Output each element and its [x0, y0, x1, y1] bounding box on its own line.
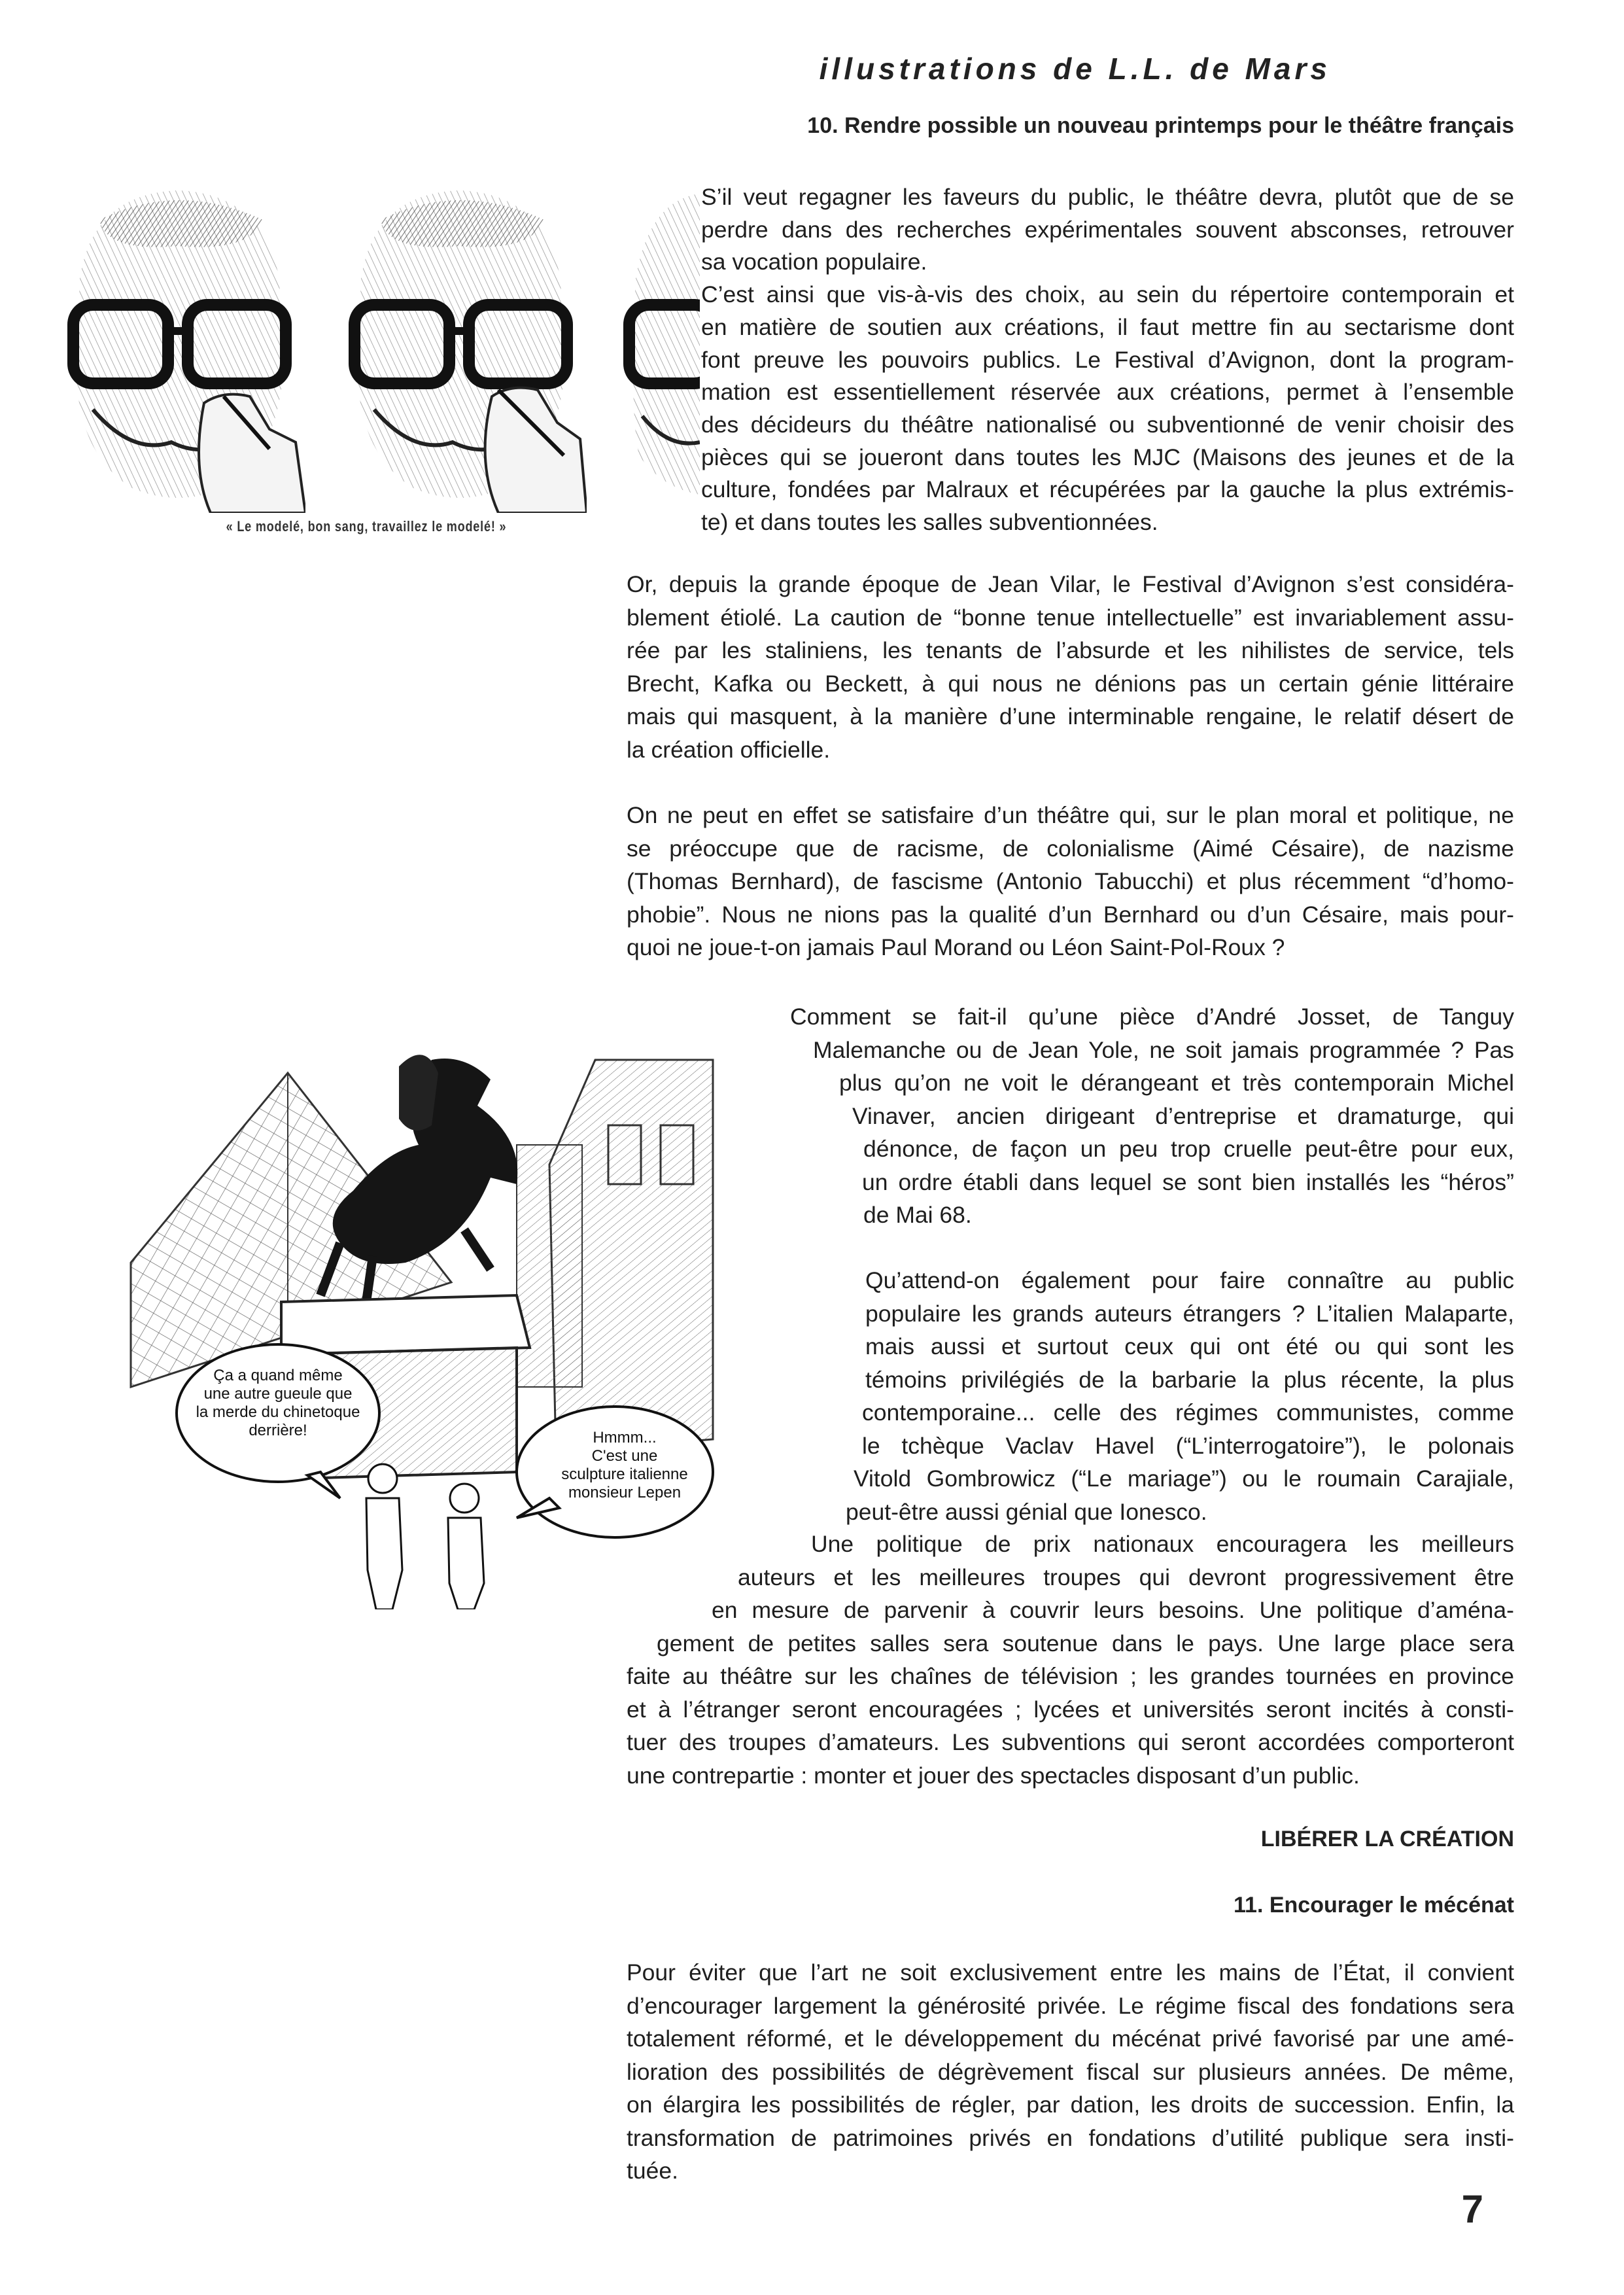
text-line: tuée.	[627, 2158, 678, 2184]
bubble-left-line-3: la merde du chinetoque	[196, 1403, 360, 1421]
text-line: auteurs et les meilleures troupes qui devront progressivement être	[738, 1564, 1514, 1590]
text-line: la création officielle.	[627, 736, 831, 763]
text-line: font preuve les pouvoirs publics. Le Festival d’Avignon, dont la program-	[701, 346, 1514, 373]
text-line: pièces qui se joueront dans toutes les MJC (Maisons des jeunes et de la	[701, 444, 1514, 470]
text-line: un ordre établi dans lequel se sont bien installés les “héros”	[862, 1168, 1514, 1195]
bubble-right-line-3: sculpture italienne	[561, 1465, 688, 1483]
text-line: en matière de soutien aux créations, il faut mettre fin au sectarisme dont	[701, 313, 1514, 340]
section-11-heading: 11. Encourager le mécénat	[1234, 1893, 1514, 1918]
text-line: quoi ne joue-t-on jamais Paul Morand ou Léon Saint-Pol-Roux ?	[627, 934, 1285, 960]
text-line: plus qu’on ne voit le dérangeant et très contemporain Michel	[839, 1070, 1514, 1096]
text-line: lioration des possibilités de dégrèvement fiscal sur plusieurs années. De même,	[627, 2058, 1514, 2085]
text-line: faite au théâtre sur les chaînes de télévision ; les grandes tournées en province	[627, 1663, 1514, 1689]
text-line: et à l’étranger seront encouragées ; lycées et universités seront incités à consti-	[627, 1696, 1514, 1723]
text-line: mais aussi et surtout ceux qui ont été ou qui sont les	[865, 1333, 1514, 1359]
text-line: populaire les grands auteurs étrangers ? L’italien Malaparte,	[865, 1300, 1514, 1327]
text-line: mais qui masquent, à la manière d’une interminable rengaine, le relatif désert de	[627, 703, 1514, 729]
text-line: des décideurs du théâtre nationalisé ou subventionné de venir choisir des	[701, 411, 1514, 438]
portrait-panel-2	[335, 181, 587, 513]
bubble-left-line-4: derrière!	[249, 1422, 307, 1439]
text-line: blement étiolé. La caution de “bonne tenue intellectuelle” est invariablement assu-	[627, 604, 1514, 631]
text-line: Brecht, Kafka ou Beckett, à qui nous ne dénions pas un certain génie littéraire	[627, 670, 1514, 697]
text-line: tuer des troupes d’amateurs. Les subventions qui seront accordées comporteront	[627, 1729, 1514, 1755]
text-line: S’il veut regagner les faveurs du public, le théâtre devra, plutôt que de se	[701, 184, 1514, 210]
text-line: une contrepartie : monter et jouer des spectacles disposant d’un public.	[627, 1762, 1360, 1789]
portrait-caption: « Le modelé, bon sang, travaillez le modelé! »	[226, 518, 507, 534]
text-line: on élargira les possibilités de régler, par dation, les droits de succession. Enfin, la	[627, 2092, 1514, 2118]
text-line: On ne peut en effet se satisfaire d’un théâtre qui, sur le plan moral et politique, ne	[627, 802, 1514, 828]
text-line: Malemanche ou de Jean Yole, ne soit jamais programmée ? Pas	[813, 1036, 1514, 1063]
text-line: Or, depuis la grande époque de Jean Vilar, le Festival d’Avignon s’est considéra-	[627, 571, 1514, 597]
text-line: contemporaine... celle des régimes communistes, comme	[862, 1399, 1514, 1426]
portrait-panel-1	[54, 181, 305, 513]
text-line: Vinaver, ancien dirigeant d’entreprise et dramaturge, qui	[852, 1102, 1514, 1129]
text-line: peut-être aussi génial que Ionesco.	[846, 1498, 1207, 1525]
text-line: phobie”. Nous ne nions pas la qualité d’un Bernhard ou d’un Césaire, mais pour-	[627, 901, 1514, 928]
text-line: Une politique de prix nationaux encouragera les meilleurs	[811, 1531, 1514, 1557]
page-header-title: illustrations de L.L. de Mars	[819, 52, 1331, 86]
text-line: (Thomas Bernhard), de fascisme (Antonio Tabucchi) et plus récemment “d’homo-	[627, 868, 1514, 894]
text-line: totalement réformé, et le développement du mécénat privé favorisé par une amé-	[627, 2025, 1514, 2052]
text-line: témoins privilégiés de la barbarie la plus récente, la plus	[865, 1366, 1514, 1393]
text-line: Vitold Gombrowicz (“Le mariage”) ou le roumain Carajiale,	[854, 1465, 1514, 1492]
section-10-heading: 10. Rendre possible un nouveau printemps pour le théâtre français	[807, 113, 1514, 138]
text-line: Pour éviter que l’art ne soit exclusivement entre les mains de l’État, il convient	[627, 1959, 1514, 1986]
text-line: le tchèque Vaclav Havel (“L’interrogatoire”), le polonais	[862, 1432, 1514, 1459]
bubble-left-line-1: Ça a quand même	[213, 1367, 343, 1384]
text-line: C’est ainsi que vis-à-vis des choix, au sein du répertoire contemporain et	[701, 281, 1514, 308]
text-line: perdre dans des recherches expérimentales souvent absconses, retrouver	[701, 216, 1514, 243]
text-line: en mesure de parvenir à couvrir leurs besoins. Une politique d’aména-	[712, 1597, 1514, 1623]
text-line: dénonce, de façon un peu trop cruelle peut-être pour eux,	[863, 1136, 1514, 1162]
bubble-right-line-1: Hmmm...	[593, 1429, 657, 1446]
bubble-right-line-4: monsieur Lepen	[568, 1484, 682, 1501]
louvre-statue-illustration	[124, 1047, 726, 1609]
text-line: de Mai 68.	[863, 1202, 972, 1228]
text-line: Qu’attend-on également pour faire connaître au public	[865, 1267, 1514, 1293]
text-line: se préoccupe que de racisme, de colonialisme (Aimé Césaire), de nazisme	[627, 835, 1514, 862]
text-line: Comment se fait-il qu’une pièce d’André Josset, de Tanguy	[790, 1004, 1514, 1030]
text-line: gement de petites salles sera soutenue dans le pays. Une large place sera	[657, 1630, 1514, 1656]
text-line: d’encourager largement la générosité privée. Le régime fiscal des fondations sera	[627, 1992, 1514, 2019]
portrait-panel-3	[623, 181, 700, 513]
text-line: transformation de patrimoines privés en fondations d’utilité publique sera insti-	[627, 2124, 1514, 2151]
bubble-left-line-2: une autre gueule que	[203, 1385, 353, 1403]
text-line: culture, fondées par Malraux et récupérées par la gauche la plus extrémis-	[701, 476, 1514, 503]
section-title-liberer-la-creation: LIBÉRER LA CRÉATION	[1260, 1827, 1514, 1851]
bubble-right-line-2: C'est une	[591, 1447, 658, 1465]
text-line: mation est essentiellement réservée aux créations, permet à l’ensemble	[701, 379, 1514, 406]
page-number: 7	[1461, 2187, 1483, 2231]
text-line: te) et dans toutes les salles subventionnées.	[701, 509, 1158, 535]
text-line: rée par les staliniens, les tenants de l’absurde et les nihilistes de service, tels	[627, 637, 1514, 663]
text-line: sa vocation populaire.	[701, 249, 927, 275]
